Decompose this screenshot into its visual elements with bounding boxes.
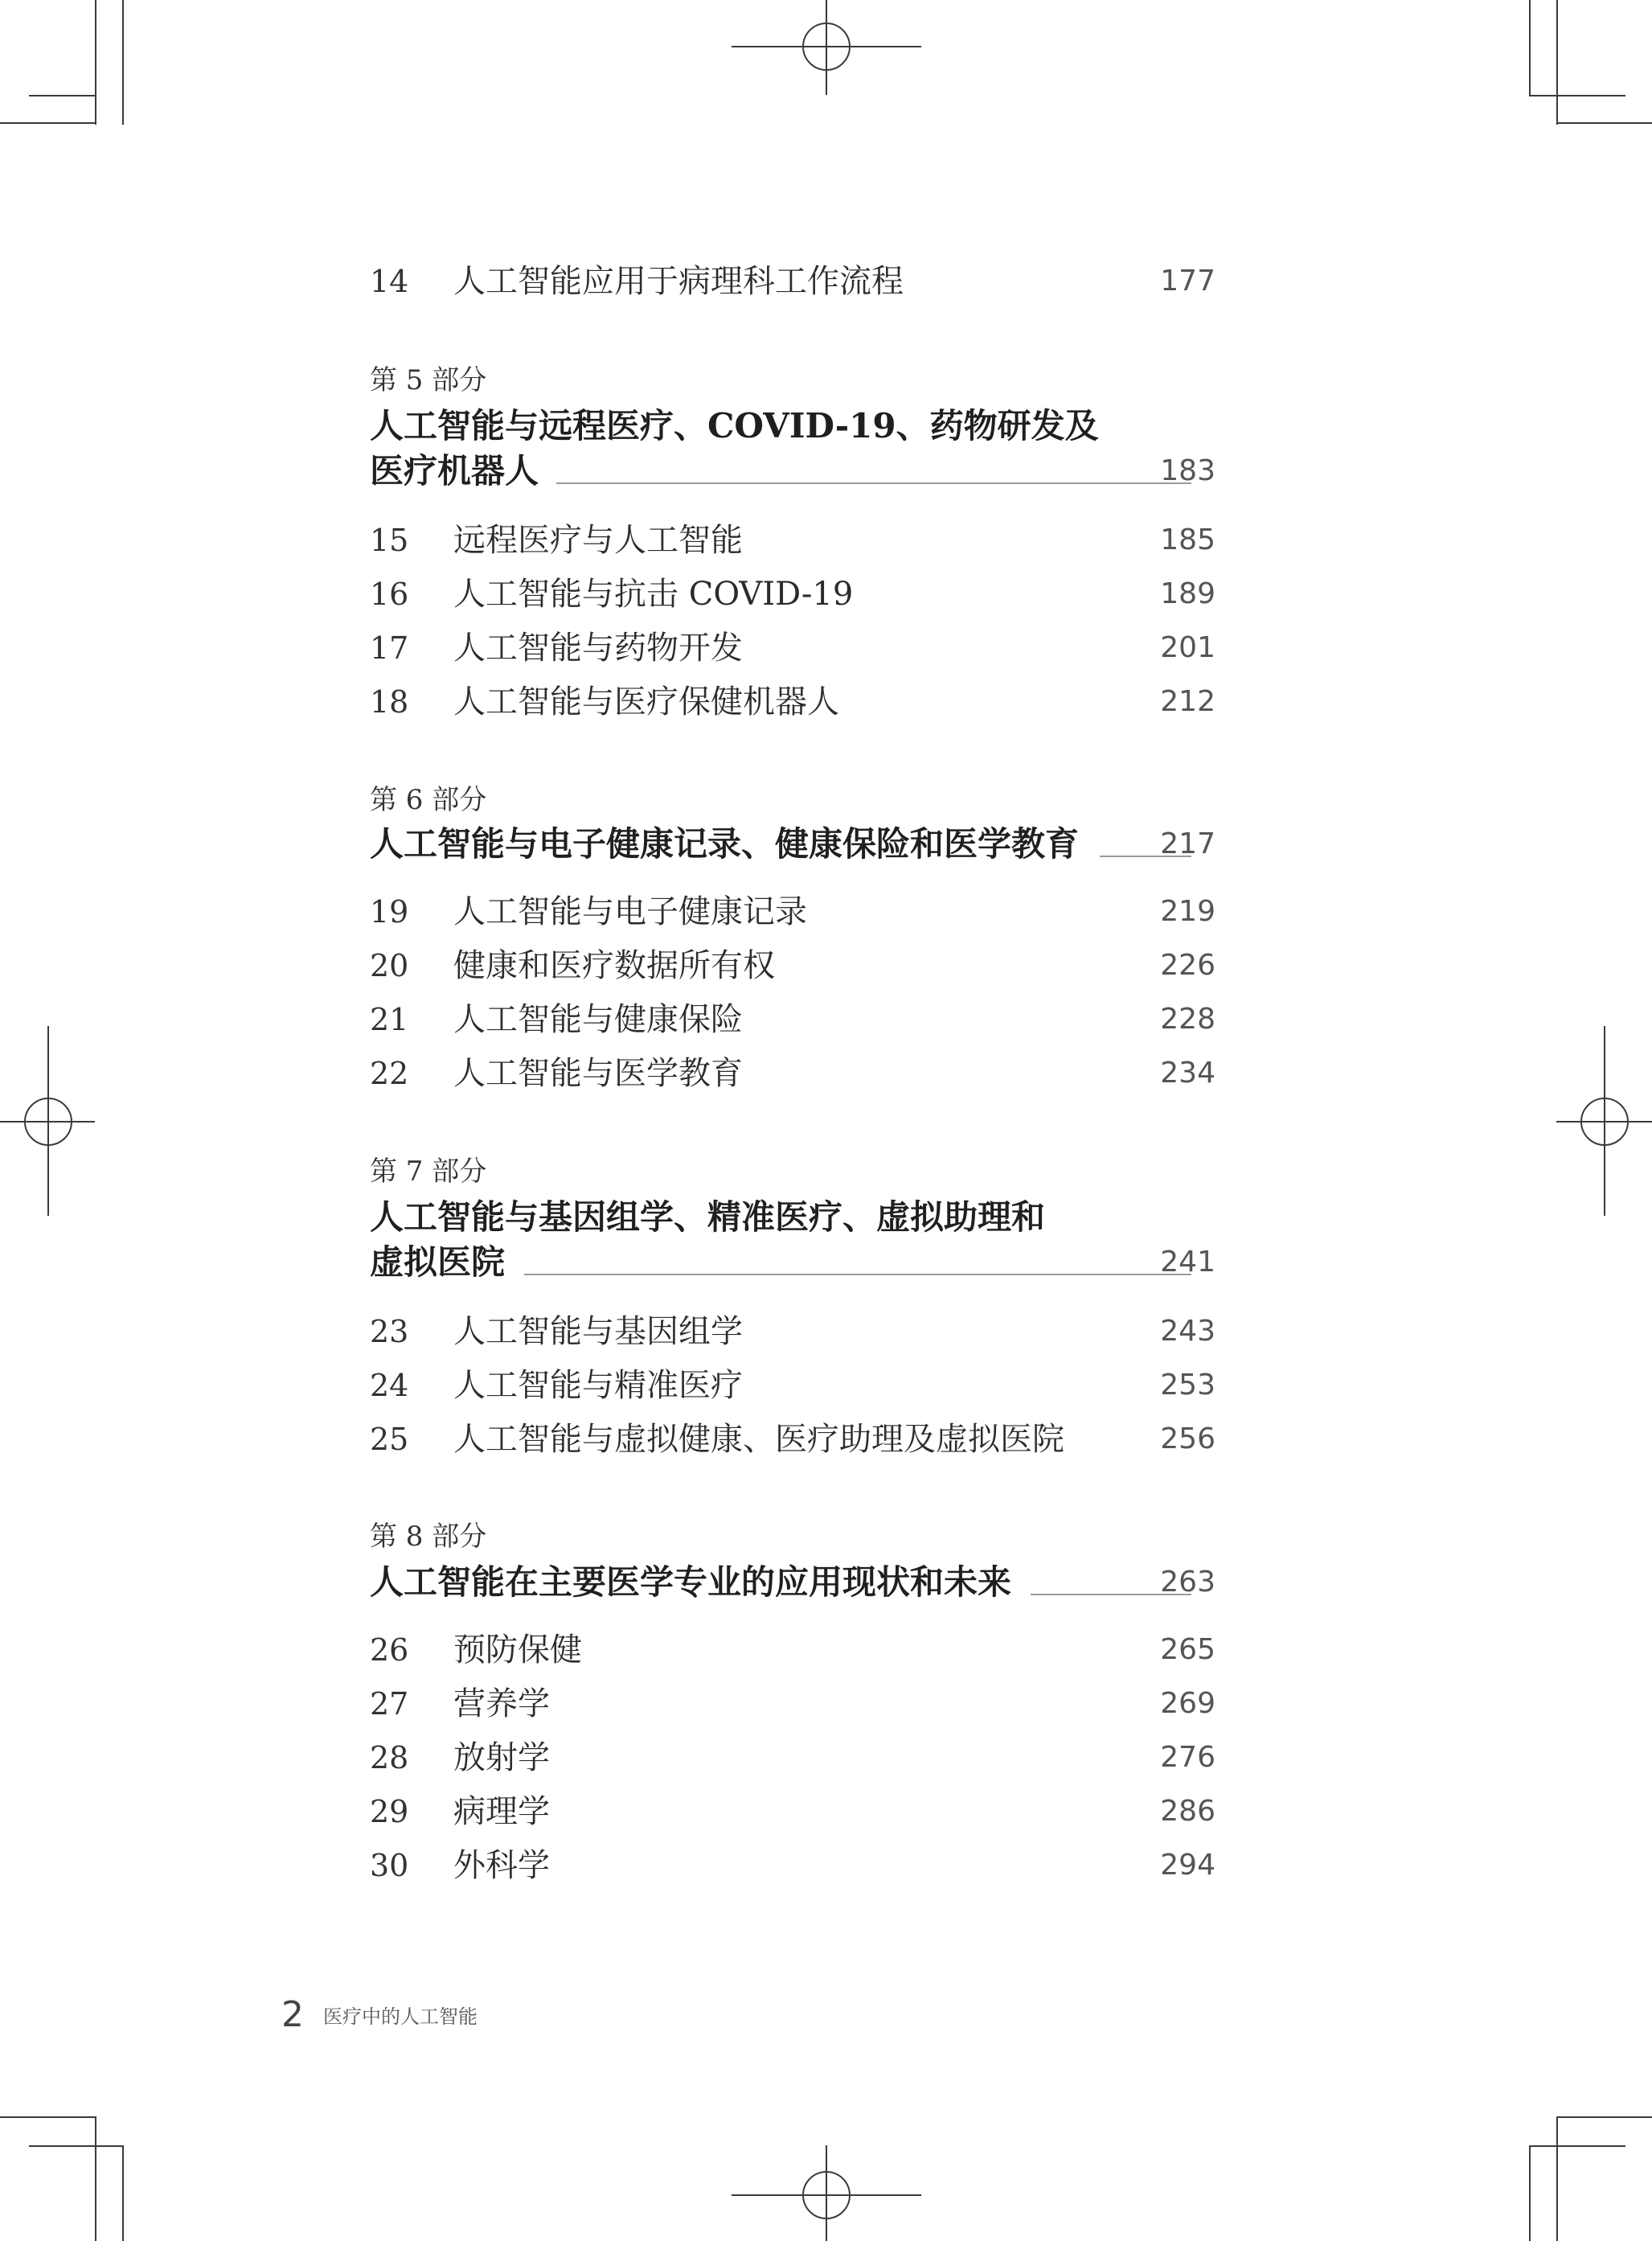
part-title[interactable] [370, 820, 1215, 868]
toc-entry[interactable] [370, 678, 1215, 726]
chapter-title: 病理学 [453, 1793, 550, 1830]
page-number: 253 [1160, 1369, 1215, 1402]
page-number: 243 [1160, 1315, 1215, 1348]
part-title[interactable] [370, 1558, 1215, 1607]
part-title[interactable] [370, 447, 1215, 495]
page-number: 256 [1160, 1422, 1215, 1455]
chapter-number: 21 [370, 1002, 409, 1037]
chapter-number: 18 [370, 684, 409, 720]
page-number: 185 [1160, 523, 1215, 556]
page-number: 219 [1160, 895, 1215, 928]
chapter-title: 远程医疗与人工智能 [453, 522, 743, 559]
chapter-number: 29 [370, 1794, 409, 1829]
chapter-number: 26 [370, 1632, 409, 1668]
chapter-number: 28 [370, 1740, 409, 1775]
chapter-title: 外科学 [453, 1847, 550, 1884]
toc-entry[interactable] [370, 1734, 1215, 1782]
part-title-line: 虚拟医院 [370, 1242, 506, 1282]
leader-line [524, 1274, 1191, 1275]
toc-entry[interactable] [370, 257, 1215, 306]
toc-entry[interactable] [370, 1841, 1215, 1890]
chapter-number: 15 [370, 523, 409, 558]
toc-entry[interactable] [370, 516, 1215, 564]
chapter-title: 人工智能与药物开发 [453, 630, 743, 667]
page-number: 201 [1160, 631, 1215, 664]
part-title[interactable] [370, 402, 1215, 450]
part-label: 第 6 部分 [370, 784, 487, 816]
page-number: 234 [1160, 1057, 1215, 1090]
page-number: 217 [1160, 827, 1215, 860]
page-number: 189 [1160, 577, 1215, 610]
part-title[interactable] [370, 1193, 1215, 1242]
chapter-number: 14 [370, 264, 409, 299]
chapter-title: 人工智能与医学教育 [453, 1055, 743, 1092]
chapter-title: 人工智能与健康保险 [453, 1001, 743, 1038]
running-footer-title: 医疗中的人工智能 [323, 2005, 478, 2028]
chapter-number: 17 [370, 630, 409, 666]
page-number: 241 [1160, 1246, 1215, 1279]
chapter-title: 健康和医疗数据所有权 [453, 947, 775, 984]
part-label: 第 8 部分 [370, 1521, 487, 1553]
chapter-title: 人工智能与精准医疗 [453, 1367, 743, 1404]
toc-entry[interactable] [370, 1307, 1215, 1356]
page-number: 263 [1160, 1566, 1215, 1599]
chapter-title: 放射学 [453, 1739, 550, 1776]
chapter-number: 24 [370, 1368, 409, 1403]
part-title-line: 人工智能与远程医疗、COVID-19、药物研发及 [370, 406, 1099, 445]
page-number: 269 [1160, 1687, 1215, 1720]
chapter-number: 22 [370, 1056, 409, 1091]
chapter-title: 人工智能应用于病理科工作流程 [453, 263, 904, 300]
chapter-title: 人工智能与虚拟健康、医疗助理及虚拟医院 [453, 1421, 1064, 1458]
page-number: 286 [1160, 1795, 1215, 1828]
page-number: 183 [1160, 454, 1215, 487]
folio-page-number: 2 [281, 1994, 304, 2035]
toc-entry[interactable] [370, 1415, 1215, 1463]
chapter-number: 27 [370, 1686, 409, 1722]
chapter-title: 预防保健 [453, 1631, 582, 1668]
page-number: 294 [1160, 1849, 1215, 1882]
toc-entry[interactable] [370, 624, 1215, 672]
toc-entry[interactable] [370, 1361, 1215, 1410]
part-title-line: 人工智能与电子健康记录、健康保险和医学教育 [370, 824, 1080, 864]
page-number: 212 [1160, 685, 1215, 718]
toc-entry[interactable] [370, 1049, 1215, 1098]
page-number: 177 [1160, 265, 1215, 298]
chapter-number: 25 [370, 1422, 409, 1457]
chapter-number: 20 [370, 948, 409, 983]
toc-entry[interactable] [370, 1680, 1215, 1728]
toc-entry[interactable] [370, 570, 1215, 618]
part-title-line: 人工智能在主要医学专业的应用现状和未来 [370, 1562, 1012, 1602]
part-title-line: 医疗机器人 [370, 451, 539, 490]
page-number: 226 [1160, 949, 1215, 982]
toc-entry[interactable] [370, 942, 1215, 990]
page-number: 265 [1160, 1633, 1215, 1666]
chapter-number: 16 [370, 577, 409, 612]
toc-entry[interactable] [370, 1787, 1215, 1836]
chapter-title: 人工智能与医疗保健机器人 [453, 683, 839, 720]
part-title[interactable] [370, 1238, 1215, 1287]
toc-entry[interactable] [370, 888, 1215, 936]
chapter-title: 人工智能与抗击 COVID-19 [453, 576, 854, 613]
page-number: 228 [1160, 1003, 1215, 1036]
leader-line [556, 482, 1191, 484]
chapter-title: 人工智能与电子健康记录 [453, 893, 807, 930]
chapter-title: 人工智能与基因组学 [453, 1313, 743, 1350]
part-label: 第 5 部分 [370, 364, 487, 396]
toc-entry[interactable] [370, 995, 1215, 1044]
page-number: 276 [1160, 1741, 1215, 1774]
chapter-title: 营养学 [453, 1685, 550, 1722]
part-title-line: 人工智能与基因组学、精准医疗、虚拟助理和 [370, 1197, 1046, 1237]
chapter-number: 23 [370, 1314, 409, 1349]
chapter-number: 30 [370, 1848, 409, 1883]
part-label: 第 7 部分 [370, 1155, 487, 1188]
chapter-number: 19 [370, 894, 409, 930]
toc-entry[interactable] [370, 1626, 1215, 1674]
